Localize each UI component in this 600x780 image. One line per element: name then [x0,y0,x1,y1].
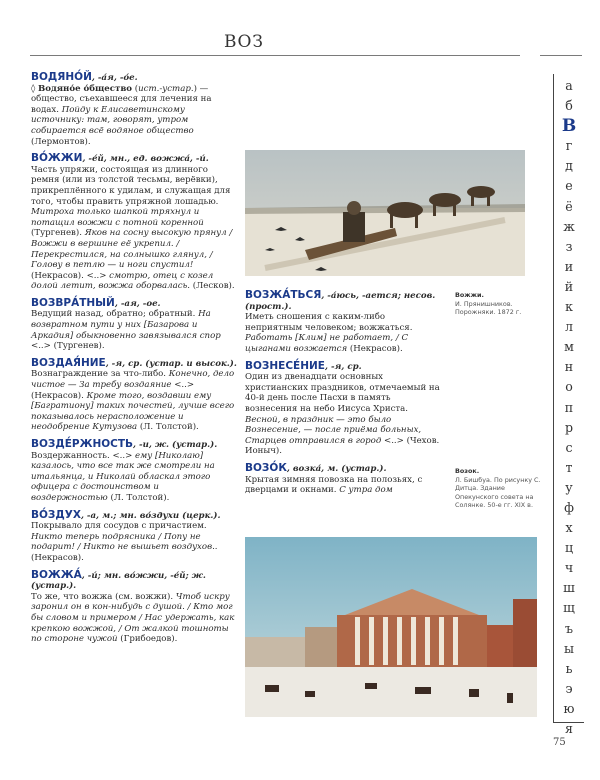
grammar-note: , -а, м.; мн. во́здухи (церк.). [80,510,221,521]
definition-text: (Лермонтов). [31,136,91,147]
page-header: ВОЗ [224,32,265,52]
alphabet-letter: д [565,158,573,174]
definition-text: ) — общество, съехавшееся для лечения на водах. [31,83,212,115]
alphabet-letter: ё [565,198,573,214]
definition-text: (Л. Толстой). [137,422,199,433]
dictionary-entry [31,439,238,504]
definition-text: Покрывало для сосудов с причастием. [31,521,207,532]
definition-text: (Тургенев). [31,228,85,239]
alphabet-letter: х [565,520,573,536]
example-quote: Конечно, дело чистое — За требу воздаяние <..> [31,369,235,391]
alphabet-letter: к [565,299,573,315]
alphabet-letter: а [565,78,573,93]
dictionary-entry [31,72,238,147]
headword: ВОЗО́К [245,461,287,474]
definition-text: (Чехов. Ионыч). [245,435,440,457]
middle-column [245,290,445,502]
definition-text: Один из двенадцати основных христианских праздников, отмечаемый на 40-й день после Пасхи в память вознесения на небо Иисуса Христа. [245,372,440,414]
definition-text: (Л. Толстой). [107,492,170,503]
definition-text: Воздержанность. [31,450,113,461]
example-quote: На возвратном пути у них [Базарова и Аркадия] обыкновенно завязывался спор <..> [31,309,221,352]
alphabet-letter: ц [564,540,574,556]
definition-text: (Тургенев). [50,341,105,352]
example-quote: Яков на сосну высокую прянул / Вожжи в вершине её укрепил. / Перекрестился, на солнышко глянул, / Голову в петлю — и ноги спустил! [31,228,233,271]
caption-sledges [455,291,545,317]
alphabet-letter: э [565,680,573,696]
alphabet-letter: ы [563,640,575,656]
alphabet-letter: г [565,138,573,154]
example-quote: <..> ему [Николаю] казалось, что все так же смотрели на итальянца, и Николай обласкал этого офицера с достоинством и воздержностью [31,450,215,503]
alphabet-letter: м [564,339,574,355]
definition-text: (Некрасов). [31,270,87,281]
definition-text: (Некрасов). [347,343,403,354]
definition-text: Часть упряжи, состоящая из длинного ремня (или из толстой тесьмы, верёвки), прикреплённого к удилам, и служащая для того, чтобы править упряжной лошадью. [31,164,231,207]
headword: ВО́ЖЖИ [31,152,83,165]
caption-title: Вожжи. [455,291,484,299]
dictionary-entry [31,153,238,292]
definition-text: То же, что вожжа (см. вожжи). [31,591,176,602]
alphabet-letter: н [564,359,574,375]
alphabet-letter: ш [563,580,575,596]
alphabet-letter: с [565,439,573,455]
caption-text: И. Прянишников. Порожняки. 1872 г. [455,299,522,317]
alphabet-letter: ю [563,700,575,716]
grammar-note: , -и́; мн. во́жжи, -е́й; ж. (устар.). [31,570,206,592]
alphabet-letter: В [561,116,577,137]
alphabet-letter: ф [564,499,574,515]
example-quote: Никто теперь подрясника / Попу не подарит! / Никто не вышьет воздухов.. [31,531,218,553]
grammar-note: , -е́й, мн., ед. вожжа́, -и́. [82,154,209,165]
definition-text: (Грибоедов). [117,634,178,645]
dictionary-entry [31,298,238,352]
alphabet-letter: р [564,419,574,435]
definition-text: Крытая зимняя повозка на полозьях, с дверцами и окнами. [245,474,423,496]
definition-text: (Некрасов). [31,390,87,401]
header-rule [30,55,520,56]
left-column [31,72,238,651]
example-quote: Работать [Клим] не работает, / С цыганами возжается [245,333,409,354]
headword: ВОЗВРА́ТНЫЙ [31,296,115,309]
alphabet-letter: й [564,278,574,294]
grammar-note: , -и, ж. (устар.). [133,440,218,450]
caption-title: Возок. [455,467,480,475]
definition-text: (Некрасов). [31,552,84,563]
definition-text: Водяно́е о́бщество [37,83,133,94]
dictionary-entry [245,290,445,355]
alphabet-letter: ь [565,660,573,676]
grammar-note: , -ая, -ое. [114,298,161,309]
example-quote: Кроме того, воздавши ему [Багратиону] таких почестей, лучше всего показывалось нерасположение и неодобрение Кутузова [31,390,235,433]
grammar-note: , -а́юсь, -ается; несов. (прост.). [245,291,436,312]
headword: ВО́ЗДУХ [31,508,81,521]
grammar-note: , -я, ср. (устар. и высок.). [105,358,237,369]
definition-text: Вознаграждение за что-либо. [31,369,169,380]
grammar-note: , возка́, м. (устар.). [286,463,387,474]
header-rule-right [540,55,582,56]
example-quote: Чтоб искру заронил он в кон-нибудь с душой. / Кто мог бы словом и примером / Нас удержать, как крепкою вожжой, / От жалкой тошноты по стороне чужой [31,591,235,645]
dictionary-entry [31,570,238,645]
example-quote: С утра дом [339,485,393,496]
alphabet-letter: о [565,379,573,395]
alphabet-letter: б [565,98,573,114]
alphabet-letter: у [565,479,573,495]
example-quote: ист.-устар. [138,83,194,94]
headword: ВОДЯНО́Й [31,71,92,83]
example-quote: Весной, в праздник — это было Вознесение, — после приёма больных, Старцев отправился в город <..> [245,414,422,446]
alphabet-letter: е [565,178,573,194]
dictionary-entry [31,510,238,564]
alphabet-letter: и [564,258,574,274]
caption-text: Л. Бишбуа. По рисунку С. Дитца. Здание Опекунского совета на Солянке. 50-е гг. XIX в. [455,475,541,510]
caption-vozok [455,467,545,510]
headword: ВОЗНЕСЕ́НИЕ [245,359,325,372]
illustration-sledges [245,150,525,276]
alphabet-letter: п [564,399,574,415]
definition-text: ◊ [31,83,38,94]
alphabet-letter: щ [563,600,575,616]
alphabet-letter: я [565,721,573,736]
example-quote: Пойду к Елисаветинскому источнику: там, говорят, утром собирается всё водяное общество [31,104,194,136]
alphabet-index [556,76,582,739]
headword: ВОЗДАЯ́НИЕ [31,356,106,369]
alphabet-letter: ч [564,560,574,576]
headword: ВОЗЖА́ТЬСЯ [245,289,322,301]
alphabet-letter: т [565,459,573,475]
illustration-building [245,537,537,717]
building-painting [245,537,537,717]
alphabet-letter: ж [563,218,575,234]
example-quote: Митроха только шапкой тряхнул и потащил вожжи с потной коренной [31,207,204,228]
dictionary-entry [245,463,445,496]
definition-text: Ведущий назад, обратно; обратный. [31,309,199,320]
definition-text: (Лесков). [190,281,235,292]
page-number: 75 [553,737,566,748]
dictionary-entry [245,361,445,457]
headword: ВОЖЖА́ [31,568,82,581]
sledges-painting [245,150,525,276]
alphabet-letter: л [564,319,573,335]
headword: ВОЗДЕ́РЖНОСТЬ [31,438,134,450]
definition-text: Иметь сношения с каким-либо неприятным человеком; вожжаться. [245,312,413,333]
example-quote: <..> смотрю, отец с козел долой летит, вожжа оборвалась. [31,270,214,292]
definition-text: ( [132,83,139,94]
grammar-note: , -а́я, -о́е. [91,73,138,83]
alphabet-letter: ъ [564,620,573,636]
grammar-note: , -я, ср. [324,361,362,372]
dictionary-entry [31,358,238,433]
alphabet-letter: з [565,238,573,254]
